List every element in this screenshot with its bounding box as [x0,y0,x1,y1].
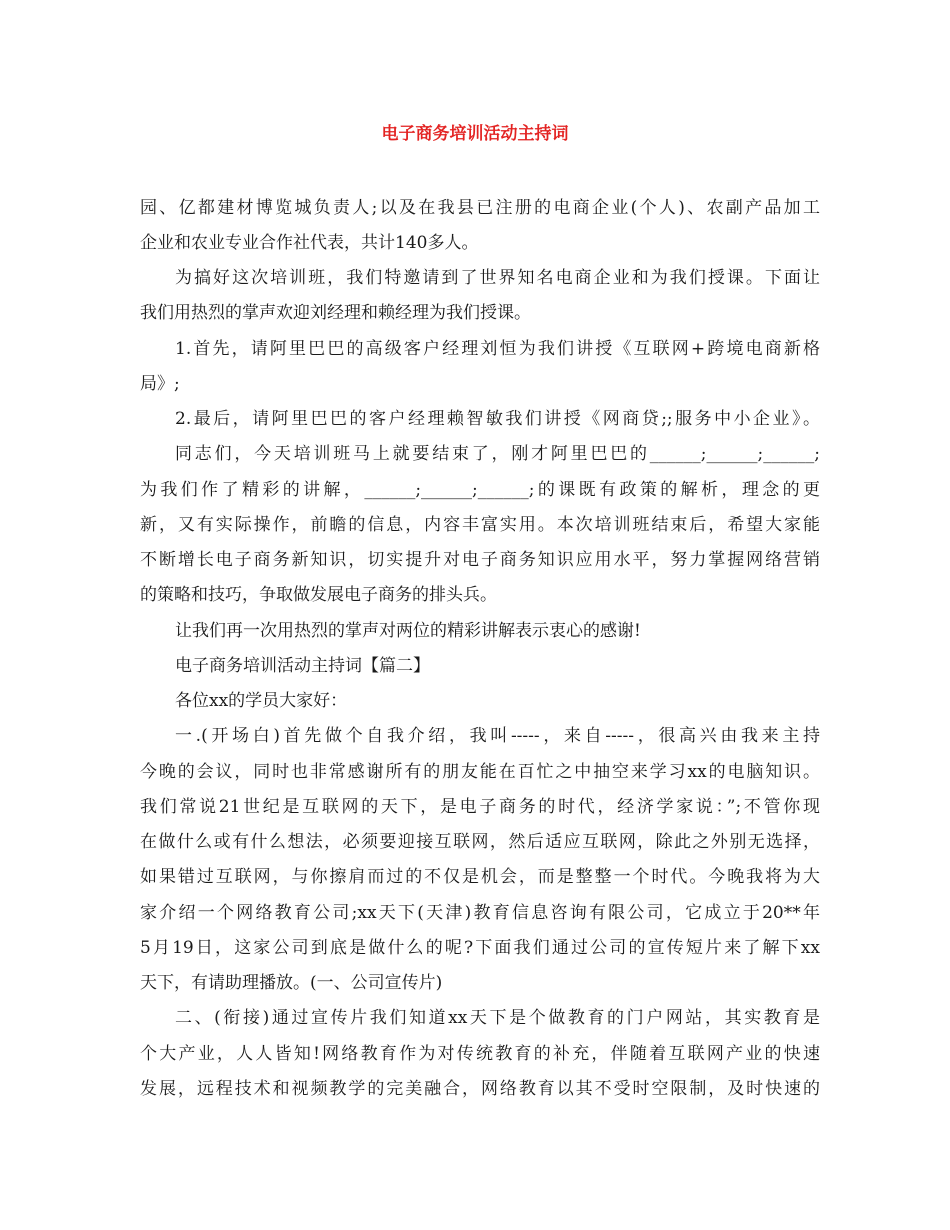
body-line: 新，又有实际操作，前瞻的信息，内容丰富实用。本次培训班结束后，希望大家能 [140,515,820,535]
document-title: 电子商务培训活动主持词 [381,124,569,144]
greeting-line: 各位xx的学员大家好： [175,691,348,711]
body-line: 我们常说21世纪是互联网的天下，是电子商务的时代，经济学家说：”;不管你现 [140,797,820,817]
body-line: 1.首先，请阿里巴巴的高级客户经理刘恒为我们讲授《互联网+跨境电商新格 [175,339,820,359]
body-line: 在做什么或有什么想法，必须要迎接互联网，然后适应互联网，除此之外别无选择， [140,832,820,852]
body-line: 的策略和技巧，争取做发展电子商务的排头兵。 [140,585,497,605]
body-line: 二、(衔接)通过宣传片我们知道xx天下是个做教育的门户网站，其实教育是 [175,1008,820,1028]
body-line: 我们用热烈的掌声欢迎刘经理和赖经理为我们授课。 [140,303,531,323]
body-line: 为搞好这次培训班，我们特邀请到了世界知名电商企业和为我们授课。下面让 [175,268,820,288]
body-line: 局》; [140,374,180,394]
body-line: 个大产业，人人皆知!网络教育作为对传统教育的补充，伴随着互联网产业的快速 [140,1044,820,1064]
body-line: 同志们，今天培训班马上就要结束了，刚才阿里巴巴的______;______;______; [175,444,820,464]
body-line: 家介绍一个网络教育公司;xx天下(天津)教育信息咨询有限公司，它成立于20**年 [140,903,820,923]
body-line: 企业和农业专业合作社代表，共计140多人。 [140,233,479,253]
body-line: 如果错过互联网，与你擦肩而过的不仅是机会，而是整整一个时代。今晚我将为大 [140,867,820,887]
body-line: 天下，有请助理播放。(一、公司宣传片) [140,973,443,993]
body-line: 不断增长电子商务新知识，切实提升对电子商务知识应用水平，努力掌握网络营销 [140,550,820,570]
body-line: 园、亿都建材博览城负责人;以及在我县已注册的电商企业(个人)、农副产品加工 [140,198,820,218]
body-line: 让我们再一次用热烈的掌声对两位的精彩讲解表示衷心的感谢! [175,621,641,641]
body-line: 今晚的会议，同时也非常感谢所有的朋友能在百忙之中抽空来学习xx的电脑知识。 [140,762,820,782]
body-line: 5月19日，这家公司到底是做什么的呢?下面我们通过公司的宣传短片来了解下xx [140,938,820,958]
body-line: 2.最后，请阿里巴巴的客户经理赖智敏我们讲授《网商贷;;服务中小企业》。 [175,409,820,429]
body-line: 为我们作了精彩的讲解，______;______;______;的课既有政策的解析，理念的更 [140,480,820,500]
section-heading: 电子商务培训活动主持词【篇二】 [175,656,430,676]
body-line: 一.(开场白)首先做个自我介绍，我叫-----，来自-----，很高兴由我来主持 [175,726,820,746]
body-line: 发展，远程技术和视频教学的完美融合，网络教育以其不受时空限制，及时快速的 [140,1079,820,1099]
